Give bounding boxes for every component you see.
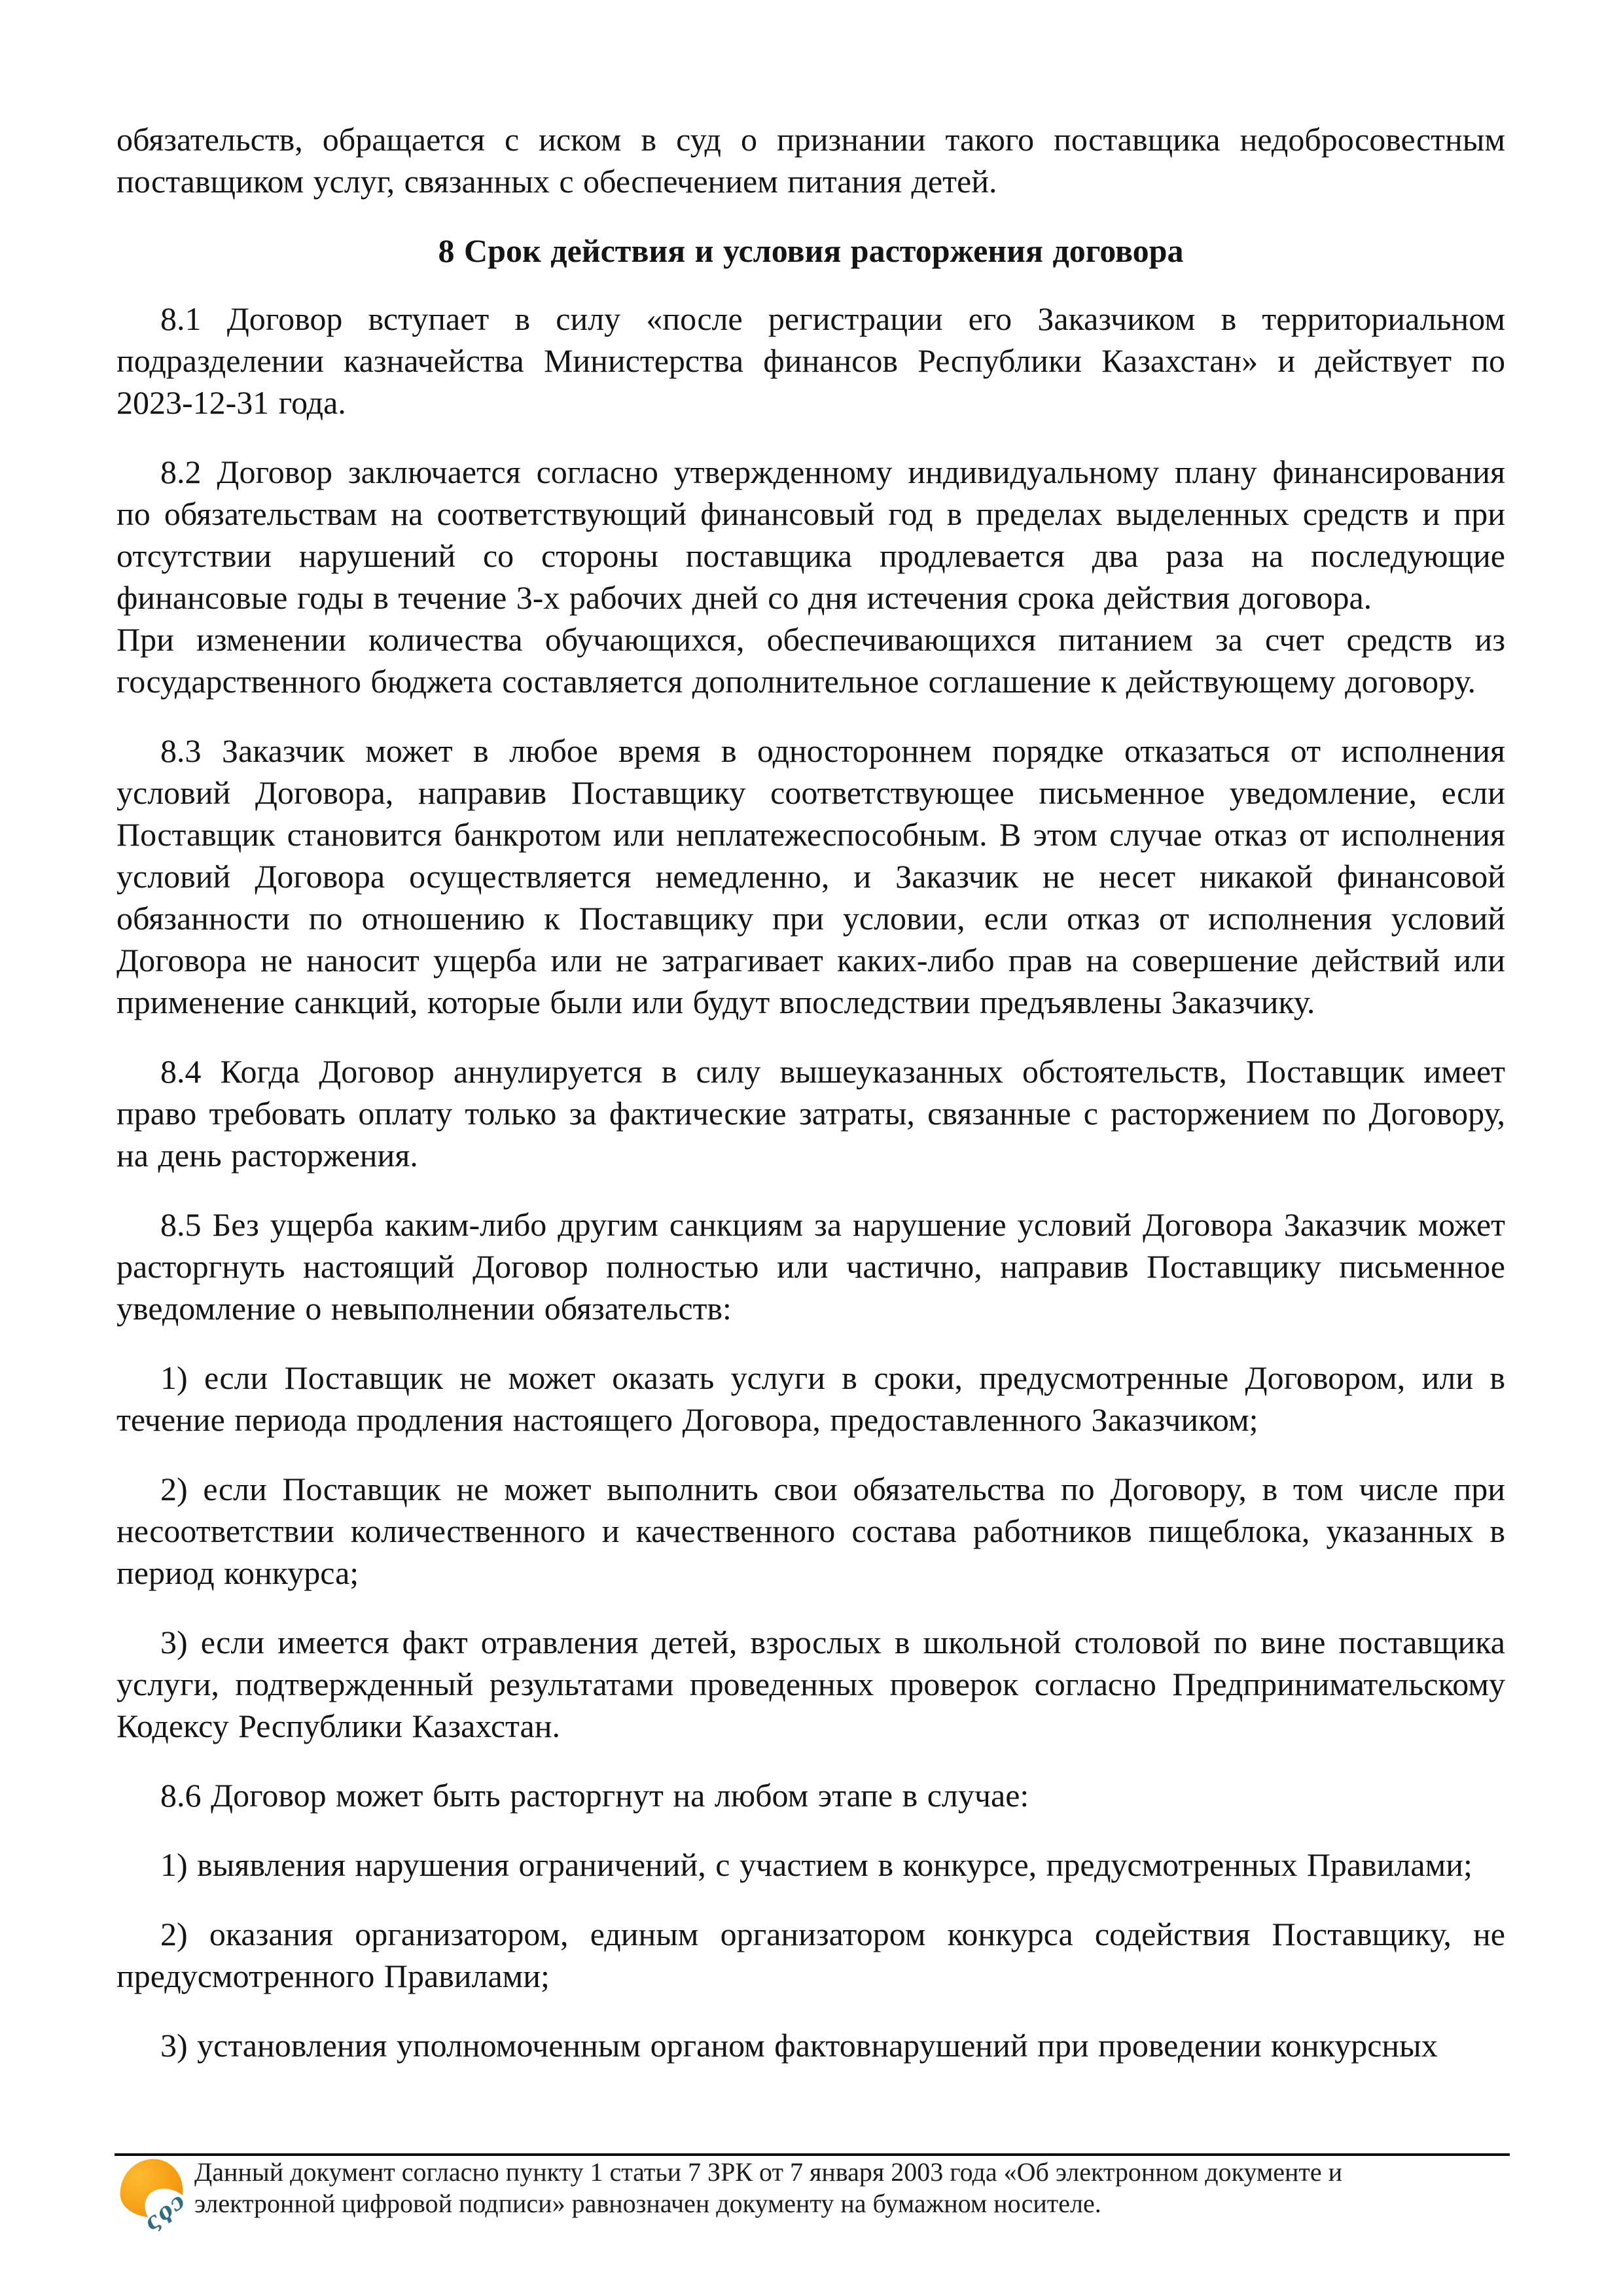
paragraph: 1) выявления нарушения ограничений, с участием в конкурсе, предусмотренных Правилами; — [160, 1846, 1472, 1883]
footer-legal-note-line2: электронной цифровой подписи» равнозначен документу на бумажном носителе. — [194, 2189, 1101, 2218]
document-body — [116, 118, 1505, 2094]
footer-legal-note-line1: Данный документ согласно пункту 1 статьи 7 ЗРК от 7 января 2003 года «Об электронном документе и — [194, 2157, 1343, 2187]
paragraph: 2) если Поставщик не может выполнить свои обязательства по Договору, в том числе при несоответствии количественного и качественного состава работников пищеблока, указанных в период конкурса; — [116, 1471, 1505, 1591]
paragraph: 8.5 Без ущерба каким-либо другим санкциям за нарушение условий Договора Заказчик может расторгнуть настоящий Договор полностью или частично, направив Поставщику письменное уведомление о невыполнении обязательств: — [116, 1206, 1505, 1327]
paragraph: 3) если имеется факт отравления детей, взрослых в школьной столовой по вине поставщика услуги, подтвержденный результатами проведенных проверок согласно Предпринимательскому Кодексу Республики Казахстан. — [116, 1624, 1505, 1744]
paragraph: 8.6 Договор может быть расторгнут на любом этапе в случае: — [160, 1777, 1029, 1814]
logo-script-icon: ςϙɔ — [139, 2187, 191, 2236]
paragraph: 3) установления уполномоченным органом фактовнарушений при проведении конкурсных — [160, 2027, 1438, 2064]
egov-stamp-logo — [120, 2159, 191, 2236]
paragraph: При изменении количества обучающихся, обеспечивающихся питанием за счет средств из государственного бюджета составляется дополнительное соглашение к действующему договору. — [116, 621, 1505, 700]
strikethrough-line — [115, 2153, 1510, 2156]
paragraph: 8.1 Договор вступает в силу «после регистрации его Заказчиком в территориальном подразделении казначейства Министерства финансов Республики Казахстан» и действует по 2023-12-31 года. — [116, 300, 1505, 421]
footer-legal-note — [194, 2157, 1342, 2219]
paragraph: 2) оказания организатором, единым организатором конкурса содействия Поставщику, не предусмотренного Правилами; — [116, 1916, 1505, 1994]
section-heading: 8 Срок действия и условия расторжения договора — [438, 232, 1184, 269]
paragraph: обязательств, обращается с иском в суд о признании такого поставщика недобросовестным поставщиком услуг, связанных с обеспечением питания детей. — [116, 121, 1505, 200]
paragraph: 8.3 Заказчик может в любое время в одностороннем порядке отказаться от исполнения условий Договора, направив Поставщику соответствующее письменное уведомление, если Поставщик становится банкротом или неплатежеспособным. В этом случае отказ от исполнения условий Договора осуществляется немедленно, и Заказчик не несет никакой финансовой обязанности по отношению к Поставщику при условии, если отказ от исполнения условий Договора не наносит ущерба или не затрагивает каких-либо прав на совершение действий или применение санкций, которые были или будут впоследствии предъявлены Заказчику. — [116, 732, 1505, 1020]
paragraph: 8.2 Договор заключается согласно утвержденному индивидуальному плану финансирования по обязательствам на соответствующий финансовый год в пределах выделенных средств и при отсутствии нарушений со стороны поставщика продлевается два раза на последующие финансовые годы в течение 3-х рабочих дней со дня истечения срока действия договора. — [116, 454, 1505, 616]
paragraph: 8.4 Когда Договор аннулируется в силу вышеуказанных обстоятельств, Поставщик имеет право требовать оплату только за фактические затраты, связанные с расторжением по Договору, на день расторжения. — [116, 1053, 1505, 1174]
paragraph: 1) если Поставщик не может оказать услуги в сроки, предусмотренные Договором, или в течение периода продления настоящего Договора, предоставленного Заказчиком; — [116, 1359, 1505, 1438]
